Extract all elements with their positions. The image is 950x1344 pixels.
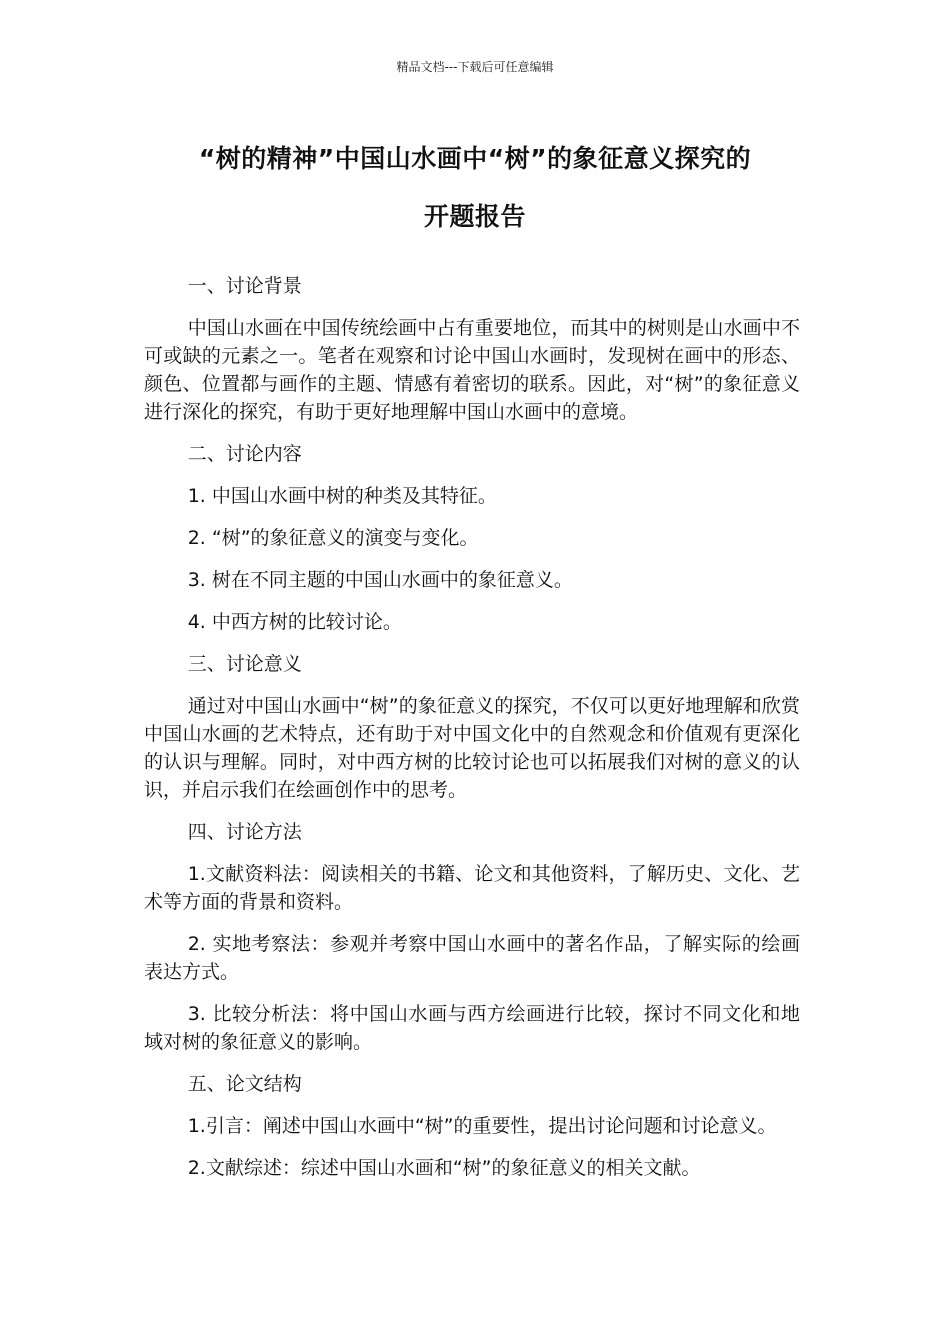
section-heading-content: 二、讨论内容 xyxy=(187,443,302,465)
section-heading-structure: 五、论文结构 xyxy=(187,1073,302,1095)
structure-item: 1.引言：阐述中国山水画中“树”的重要性，提出讨论问题和讨论意义。 xyxy=(187,1115,777,1137)
content-item: 4. 中西方树的比较讨论。 xyxy=(187,611,402,633)
background-paragraph: 中国山水画在中国传统绘画中占有重要地位，而其中的树则是山水画中不可或缺的元素之一。笔者在观察和讨论中国山水画时，发现树在画中的形态、颜色、位置都与画作的主题、情感有着密切的联系。因此，对“树”的象征意义进行深化的探究，有助于更好地理解中国山水画中的意境。 xyxy=(144,317,800,423)
document-body xyxy=(144,272,800,1196)
method-item: 2. 实地考察法：参观并考察中国山水画中的著名作品，了解实际的绘画表达方式。 xyxy=(144,933,800,983)
section-heading-background: 一、讨论背景 xyxy=(187,275,302,297)
method-item: 3. 比较分析法：将中国山水画与西方绘画进行比较，探讨不同文化和地域对树的象征意义的影响。 xyxy=(144,1003,800,1053)
content-item: 2. “树”的象征意义的演变与变化。 xyxy=(187,527,479,549)
section-heading-significance: 三、讨论意义 xyxy=(187,653,302,675)
content-item: 1. 中国山水画中树的种类及其特征。 xyxy=(187,485,497,507)
title-line-1: “树的精神”中国山水画中“树”的象征意义探究的 xyxy=(198,144,752,173)
method-item: 1.文献资料法：阅读相关的书籍、论文和其他资料，了解历史、文化、艺术等方面的背景和资料。 xyxy=(144,863,800,913)
page-header: 精品文档---下载后可任意编辑 xyxy=(396,60,554,74)
document-title xyxy=(100,130,850,246)
significance-paragraph: 通过对中国山水画中“树”的象征意义的探究，不仅可以更好地理解和欣赏中国山水画的艺术特点，还有助于对中国文化中的自然观念和价值观有更深化的认识与理解。同时，对中西方树的比较讨论也可以拓展我们对树的意义的认识，并启示我们在绘画创作中的思考。 xyxy=(144,695,800,801)
content-item: 3. 树在不同主题的中国山水画中的象征意义。 xyxy=(187,569,573,591)
title-line-2: 开题报告 xyxy=(423,202,526,231)
structure-item: 2.文献综述：综述中国山水画和“树”的象征意义的相关文献。 xyxy=(187,1157,701,1179)
section-heading-methods: 四、讨论方法 xyxy=(187,821,302,843)
